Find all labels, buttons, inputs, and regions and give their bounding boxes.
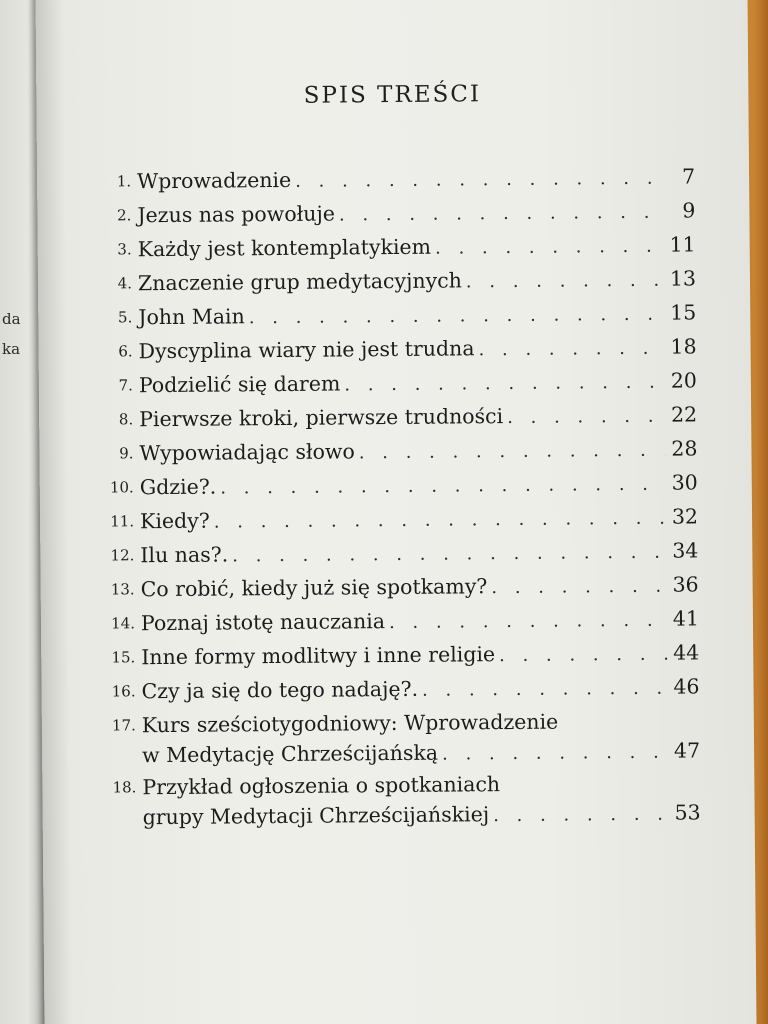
toc-entry [88,499,698,538]
dot-leader [344,366,665,403]
dot-leader [466,264,664,300]
dot-leader [422,672,668,708]
dot-leader [478,332,664,368]
toc-entry-page-number: 28 [671,436,698,461]
toc-entry-number: 10. [109,478,134,497]
toc-entry-title-continued: grupy Medytacji Chrześcijańskiej [142,802,490,830]
toc-entry [89,567,699,606]
dot-leader [435,230,664,266]
toc-entry [89,635,699,674]
toc-entry-title: Co robić, kiedy już się spotkamy? [140,574,488,602]
toc-entry [86,261,696,300]
toc-entry-number: 2. [117,206,132,225]
toc-entry-title: Podzielić się darem [138,371,341,398]
toc-entry-title: Poznaj istotę nauczania [140,609,386,636]
toc-entry [85,159,695,198]
toc-entry [88,465,698,504]
toc-entry-number: 9. [119,444,134,463]
toc-entry [90,765,701,832]
page-title: SPIS TREŚCI [303,81,482,109]
table-of-contents [85,159,701,832]
toc-entry-title: Przykład ogłoszenia o spotkaniach [142,772,501,800]
toc-entry-number: 13. [110,580,135,599]
toc-entry-number: 7. [118,376,133,395]
toc-entry-page-number: 41 [672,606,700,631]
toc-entry-page-number: 7 [681,164,696,189]
toc-entry-title: Znaczenie grup medytacyjnych [137,268,462,296]
toc-entry-title: Kurs sześciotygodniowy: Wprowadzenie [141,709,559,738]
toc-entry-number: 4. [117,274,133,293]
toc-entry-title: Wypowiadając słowo [139,439,355,466]
book-page [35,0,756,1024]
toc-entry-title: Ilu nas?. [140,542,229,568]
toc-entry-number: 5. [117,308,133,327]
dot-leader [389,604,667,640]
dot-leader [499,638,667,673]
dot-leader [491,570,666,606]
toc-entry [90,703,701,770]
toc-entry-number: 18. [112,778,137,797]
toc-entry-number: 17. [111,716,136,735]
toc-entry-number: 8. [118,410,134,429]
toc-entry-line [143,795,701,836]
toc-entry [86,329,696,368]
toc-entry-title: Pierwsze kroki, pierwsze trudności [139,404,504,432]
dot-leader [339,196,664,233]
toc-entry-page-number: 32 [671,504,699,529]
toc-entry-page-number: 36 [672,572,699,597]
toc-entry-title: John Main [138,304,245,330]
toc-entry [86,295,696,334]
toc-entry-title: Inne formy modlitwy i inne religie [141,642,496,670]
toc-entry-title: Każdy jest kontemplatykiem [137,234,432,262]
toc-entry-number: 12. [110,546,135,565]
toc-entry-number: 16. [111,682,136,701]
toc-entry-number: 14. [111,614,136,633]
toc-entry [89,669,699,708]
toc-entry-title: Czy ja się do tego nadaję?. [141,676,419,704]
toc-entry-title-continued: w Medytację Chrześcijańską [142,740,439,768]
previous-page-text-fragment: da [2,310,21,328]
toc-entry-number: 1. [116,172,132,191]
toc-entry-page-number: 15 [670,300,697,325]
toc-entry-page-number: 46 [673,674,700,699]
toc-entry-number: 6. [118,342,133,361]
toc-entry-title: Wprowadzenie [136,167,292,194]
toc-entry-page-number: 34 [672,538,699,563]
toc-entry [85,193,695,232]
toc-entry-page-number: 47 [673,738,701,763]
toc-entry [87,363,697,402]
toc-entry [87,431,697,470]
toc-entry-page-number: 53 [674,800,701,825]
toc-entry-title: Dyscyplina wiary nie jest trudna [138,336,475,364]
toc-entry-page-number: 30 [671,470,698,495]
dot-leader [507,400,665,435]
toc-entry [88,533,698,572]
toc-entry-number: 11. [110,512,135,531]
dot-leader [493,798,669,834]
dot-leader [359,434,666,471]
toc-entry-page-number: 13 [669,266,697,291]
toc-entry-page-number: 9 [682,198,696,223]
toc-entry-number: 3. [117,240,132,259]
previous-page-text-fragment: ka [2,340,21,358]
toc-entry [86,227,696,266]
toc-entry-title: Kiedy? [139,508,210,534]
toc-entry-title: Gdzie?. [139,474,217,500]
toc-entry [89,601,699,640]
toc-entry-page-number: 18 [670,334,697,359]
toc-entry-page-number: 22 [670,402,698,427]
toc-entry [87,397,697,436]
toc-entry-page-number: 20 [670,368,697,393]
toc-entry-number: 15. [111,648,136,667]
toc-entry-title: Jezus nas powołuje [137,201,336,228]
toc-entry-page-number: 11 [669,232,696,257]
toc-entry-page-number: 44 [673,640,700,665]
